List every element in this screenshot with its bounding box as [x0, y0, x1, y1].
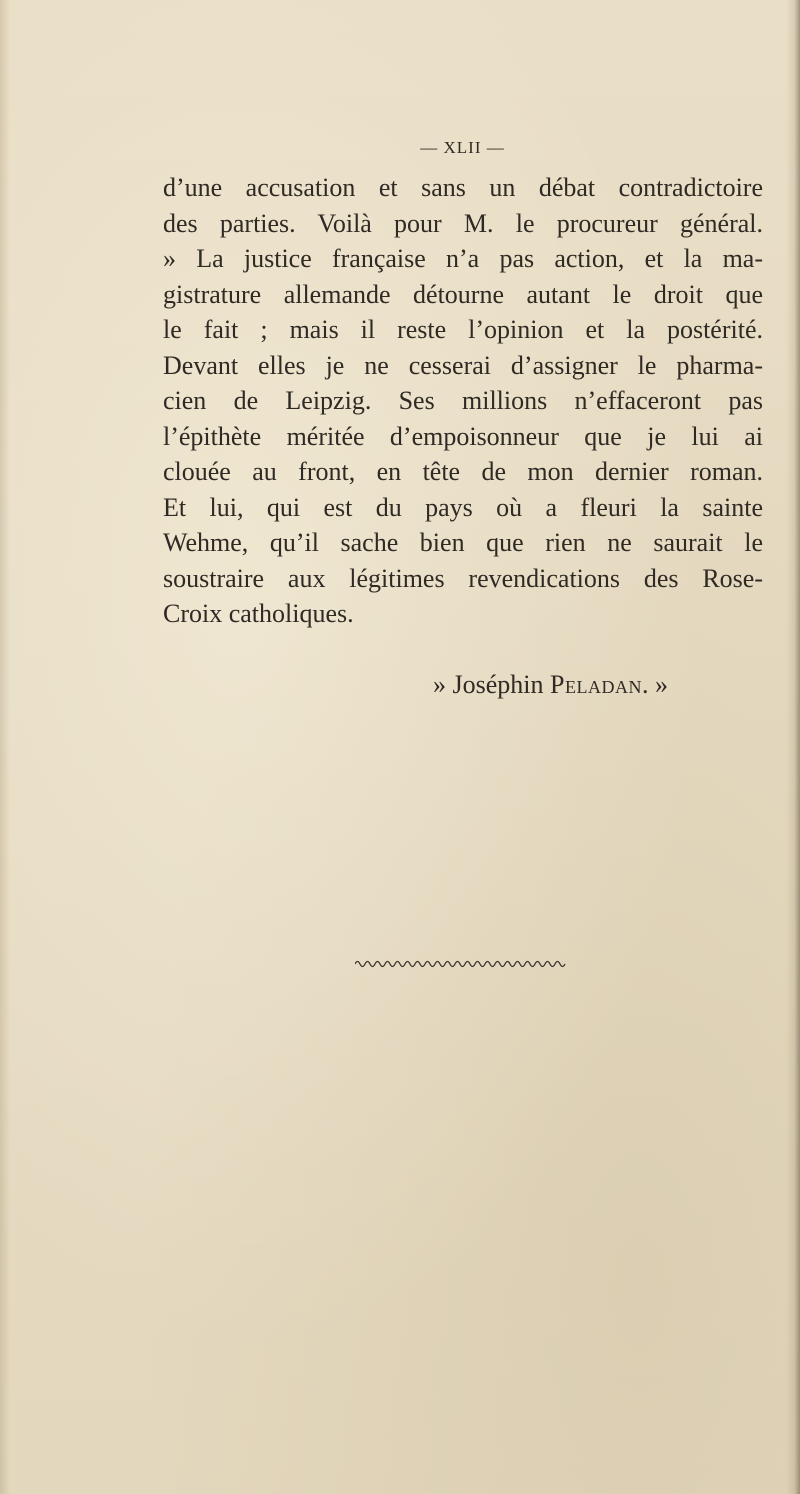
- text-line: soustraire aux légitimes revendications des Rose-: [163, 563, 763, 593]
- text-line: gistrature allemande détourne autant le droit que: [163, 279, 763, 309]
- text-line: clouée au front, en tête de mon dernier roman.: [163, 457, 763, 486]
- wavy-rule-ornament: [355, 958, 567, 970]
- text-line: Croix catholiques.: [163, 599, 354, 628]
- body-paragraphs: [163, 170, 763, 632]
- text-line: Wehme, qu’il sache bien que rien ne saurait le: [163, 528, 763, 557]
- signature-first-name: Joséphin: [452, 670, 550, 699]
- text-line: l’épithète méritée d’empoisonneur que je lui ai: [163, 421, 763, 451]
- signature: [433, 670, 668, 700]
- signature-open-quote: »: [433, 670, 453, 699]
- text-line: cien de Leipzig. Ses millions n’effaceront pas: [163, 386, 763, 415]
- page-right-edge: [786, 0, 800, 1494]
- text-line: Et lui, qui est du pays où a fleuri la sainte: [163, 492, 763, 522]
- text-line: le fait ; mais il reste l’opinion et la postérité.: [163, 315, 763, 344]
- page-left-edge: [0, 0, 10, 1494]
- text-line: Devant elles je ne cesserai d’assigner le pharma-: [163, 350, 763, 380]
- text-line: » La justice française n’a pas action, et la ma-: [163, 244, 763, 273]
- signature-close: . »: [641, 670, 668, 699]
- text-line: d’une accusation et sans un débat contradictoire: [163, 173, 763, 202]
- signature-last-name: Peladan: [550, 670, 642, 699]
- text-line: des parties. Voilà pour M. le procureur général.: [163, 208, 763, 238]
- page-number-header: — XLII —: [420, 138, 505, 157]
